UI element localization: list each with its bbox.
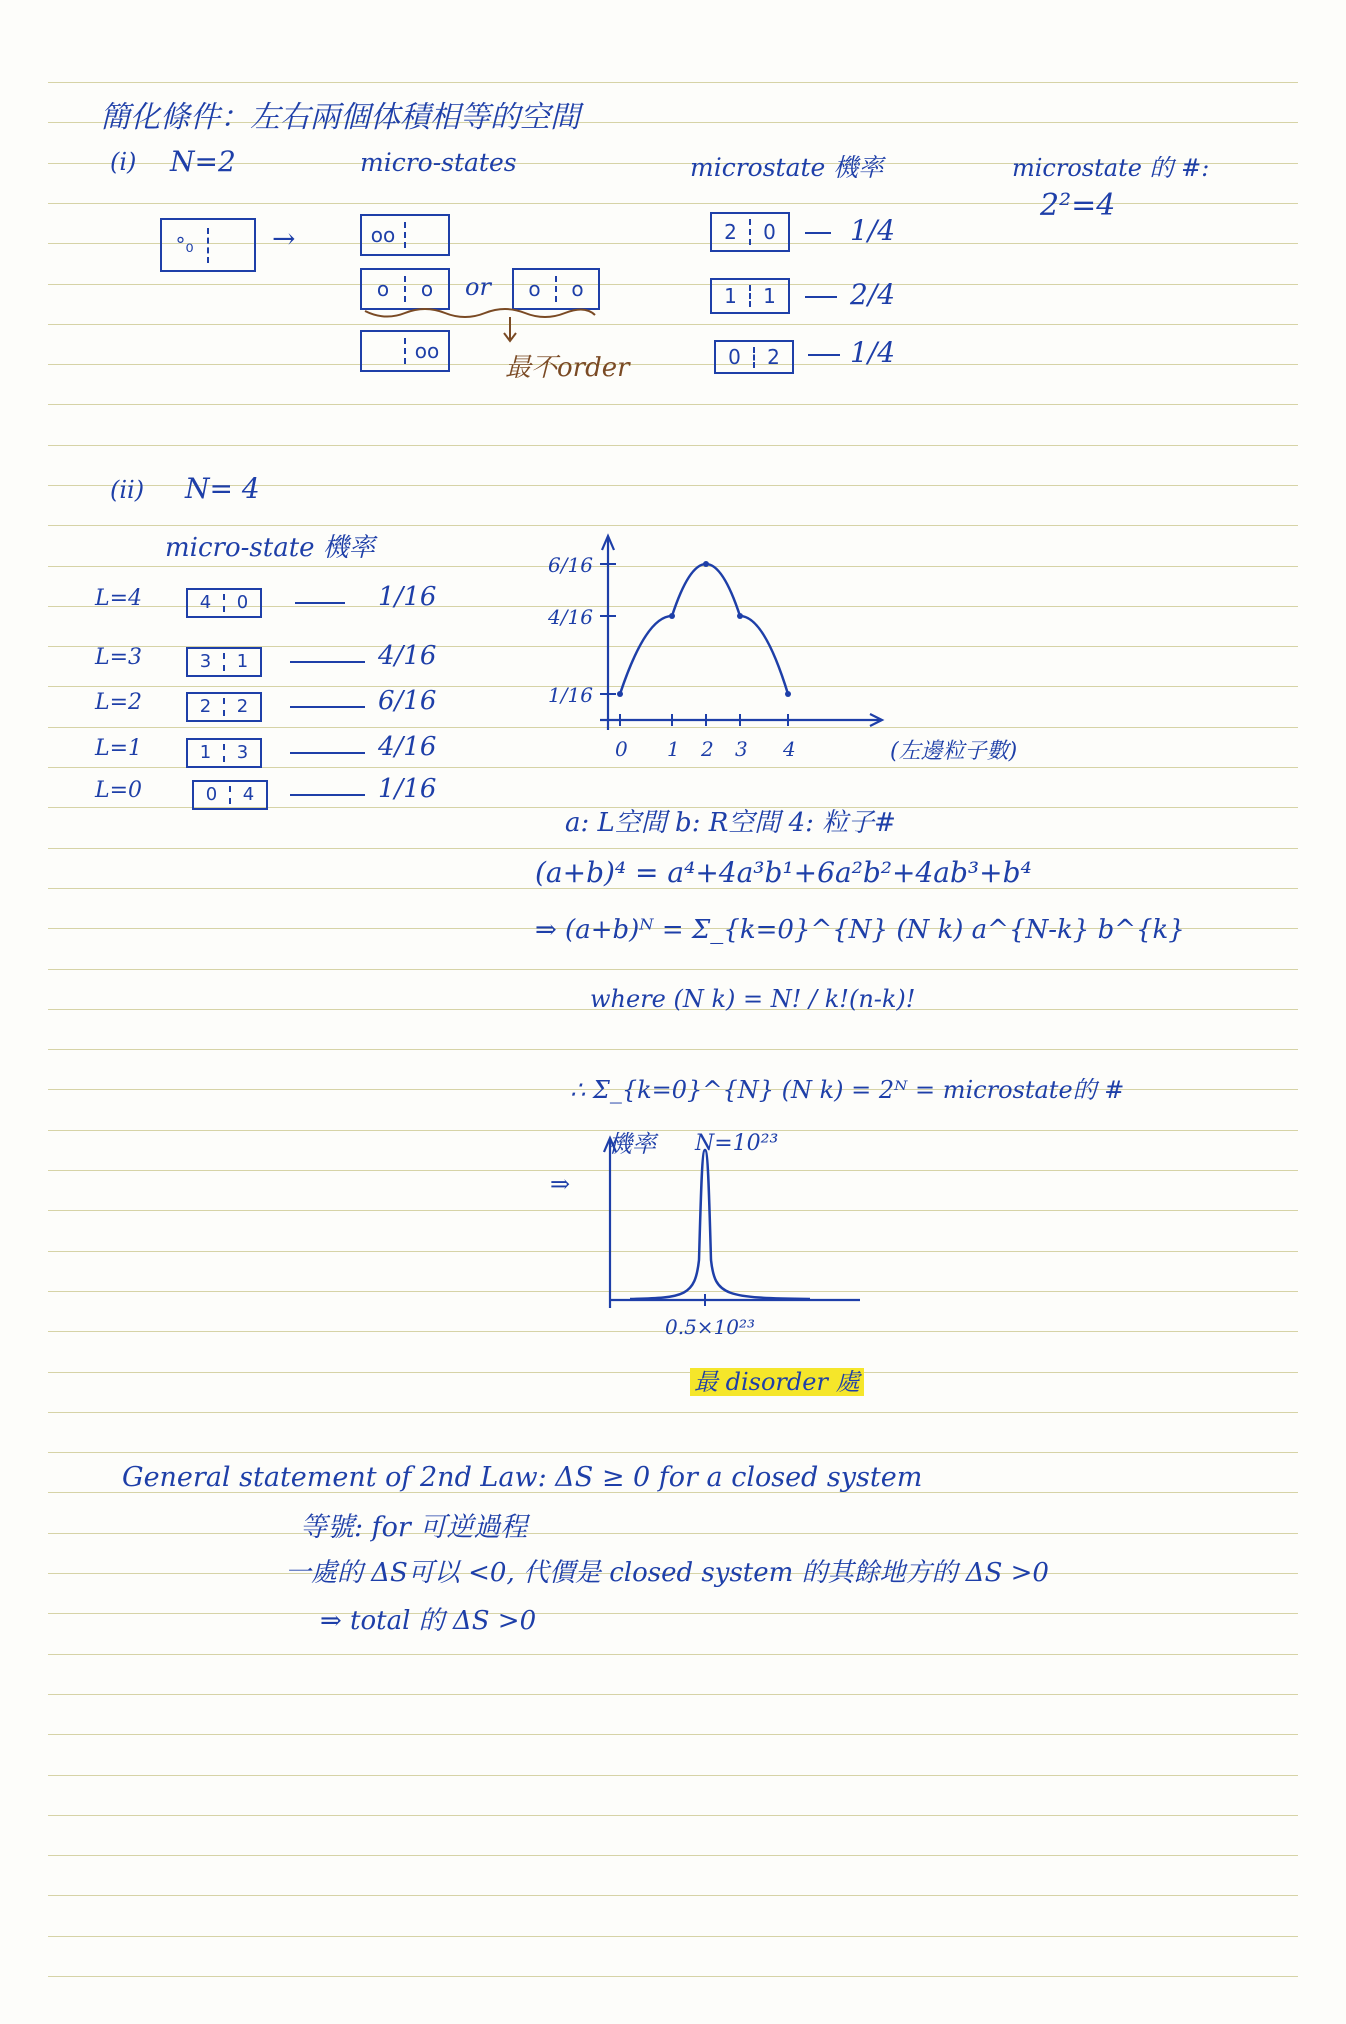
ruled-line [48,1694,1298,1695]
prob-value: 1/4 [850,336,896,369]
sharp-peak-curve [630,1150,810,1299]
microstate-box-alt: o o [512,268,600,310]
y-tick-label: 1/16 [548,683,593,707]
ruled-line [48,1936,1298,1937]
section-ii-col-header: micro-state 機率 [165,533,375,563]
sum-identity: ∴ Σ_{k=0}^{N} (N k) = 2ᴺ = microstate的 # [570,1076,1125,1104]
microstate-box: 2 2 [186,692,262,722]
prob-box: 2 0 [710,212,790,252]
x-tick-label: 2 [701,737,714,761]
prob-value: 1/4 [850,214,896,247]
ruled-line [48,1976,1298,1977]
initial-container-box [160,218,256,272]
data-point [617,691,623,697]
prob-box: 0 2 [714,340,794,374]
occupancy-label: L=2 [95,690,143,715]
sharp-peak-chart [570,1130,930,1390]
arrow-implies: ⇒ [550,1170,571,1198]
occupancy-label: L=4 [95,586,143,611]
x-tick-label: 0.5×10²³ [665,1315,756,1339]
y-tick-label: 4/16 [548,605,593,629]
ruled-line [48,364,1298,365]
binomial-general: ⇒ (a+b)ᴺ = Σ_{k=0}^{N} (N k) a^{N-k} b^{k} [535,915,1185,945]
annotation-least-order: 最不order [505,353,630,383]
ruled-line [48,284,1298,285]
prob-value: 2/4 [850,278,896,311]
microstate-probability: 4/16 [378,641,437,671]
x-tick-label: 0 [615,737,628,761]
ruled-line [48,1049,1298,1050]
ruled-line [48,1613,1298,1614]
ruled-line [48,969,1298,970]
microstate-box: oo [360,214,450,256]
microstate-probability: 4/16 [378,732,437,762]
x-tick-label: 4 [783,737,796,761]
microstate-box: 0 4 [192,780,268,810]
arrow-right-icon: → [272,222,296,255]
ruled-line [48,404,1298,405]
box-left-cell: °₀ [175,233,194,257]
ruled-line [48,1452,1298,1453]
ruled-line [48,1412,1298,1413]
occupancy-label: L=3 [95,645,143,670]
col-microstates-header: micro-states [360,148,517,177]
ruled-line [48,1775,1298,1776]
ruled-line [48,1895,1298,1896]
x-tick-label: 1 [667,737,680,761]
peak-label: N=10²³ [695,1131,779,1156]
microstate-box: oo [360,330,450,372]
binomial-curve [620,564,788,694]
or-text: or [465,273,491,301]
prob-box: 1 1 [710,278,790,314]
binomial-expansion: (a+b)⁴ = a⁴+4a³b¹+6a²b²+4ab³+b⁴ [535,856,1032,889]
ruled-line [48,1815,1298,1816]
binomial-distribution-chart [540,530,1100,780]
microstate-box: 3 1 [186,647,262,677]
microstate-probability: 6/16 [378,686,437,716]
data-point [785,691,791,697]
data-point [703,561,709,567]
ruled-line [48,324,1298,325]
total-entropy-note: ⇒ total 的 ΔS >0 [320,1606,537,1636]
data-point [737,613,743,619]
occupancy-label: L=1 [95,736,143,761]
x-tick-label: 3 [735,737,748,761]
chart2-below-label: 最 disorder 處 [690,1362,864,1397]
section-i-label: (i) [110,148,137,176]
ruled-line [48,525,1298,526]
section-ii-label: (ii) [110,476,145,504]
ruled-line [48,1533,1298,1534]
y-tick-label: 6/16 [548,553,593,577]
col-prob-header: microstate 機率 [690,153,884,182]
ruled-line [48,82,1298,83]
equality-note: 等號: for 可逆過程 [300,1512,528,1543]
second-law-statement: General statement of 2nd Law: ΔS ≥ 0 for a closed system [122,1462,923,1493]
ruled-line [48,848,1298,849]
col-count-header: microstate 的 #: [1012,154,1210,182]
ruled-line [48,445,1298,446]
data-point [669,613,675,619]
section-i-n: N=2 [170,145,236,178]
page-title: 簡化條件：左右兩個体積相等的空間 [100,100,580,135]
occupancy-label: L=0 [95,778,143,803]
y-axis-label: 機率 [608,1130,656,1158]
ruled-line [48,1855,1298,1856]
binomial-coefficient-def: where (N k) = N! / k!(n-k)! [590,985,916,1013]
section-ii-n: N= 4 [185,472,260,505]
count-value: 2²=4 [1040,188,1116,223]
ruled-line [48,1734,1298,1735]
microstate-box: 4 0 [186,588,262,618]
x-axis-label: (左邊粒子數) [890,739,1018,764]
microstate-box: 1 3 [186,738,262,768]
microstate-probability: 1/16 [378,774,437,804]
legend-line: a: L空間 b: R空間 4: 粒子# [565,808,896,838]
ruled-line [48,1654,1298,1655]
local-entropy-note: 一處的 ΔS可以 <0, 代價是 closed system 的其餘地方的 ΔS >0 [285,1558,1049,1588]
microstate-probability: 1/16 [378,582,437,612]
microstate-box: o o [360,268,450,310]
